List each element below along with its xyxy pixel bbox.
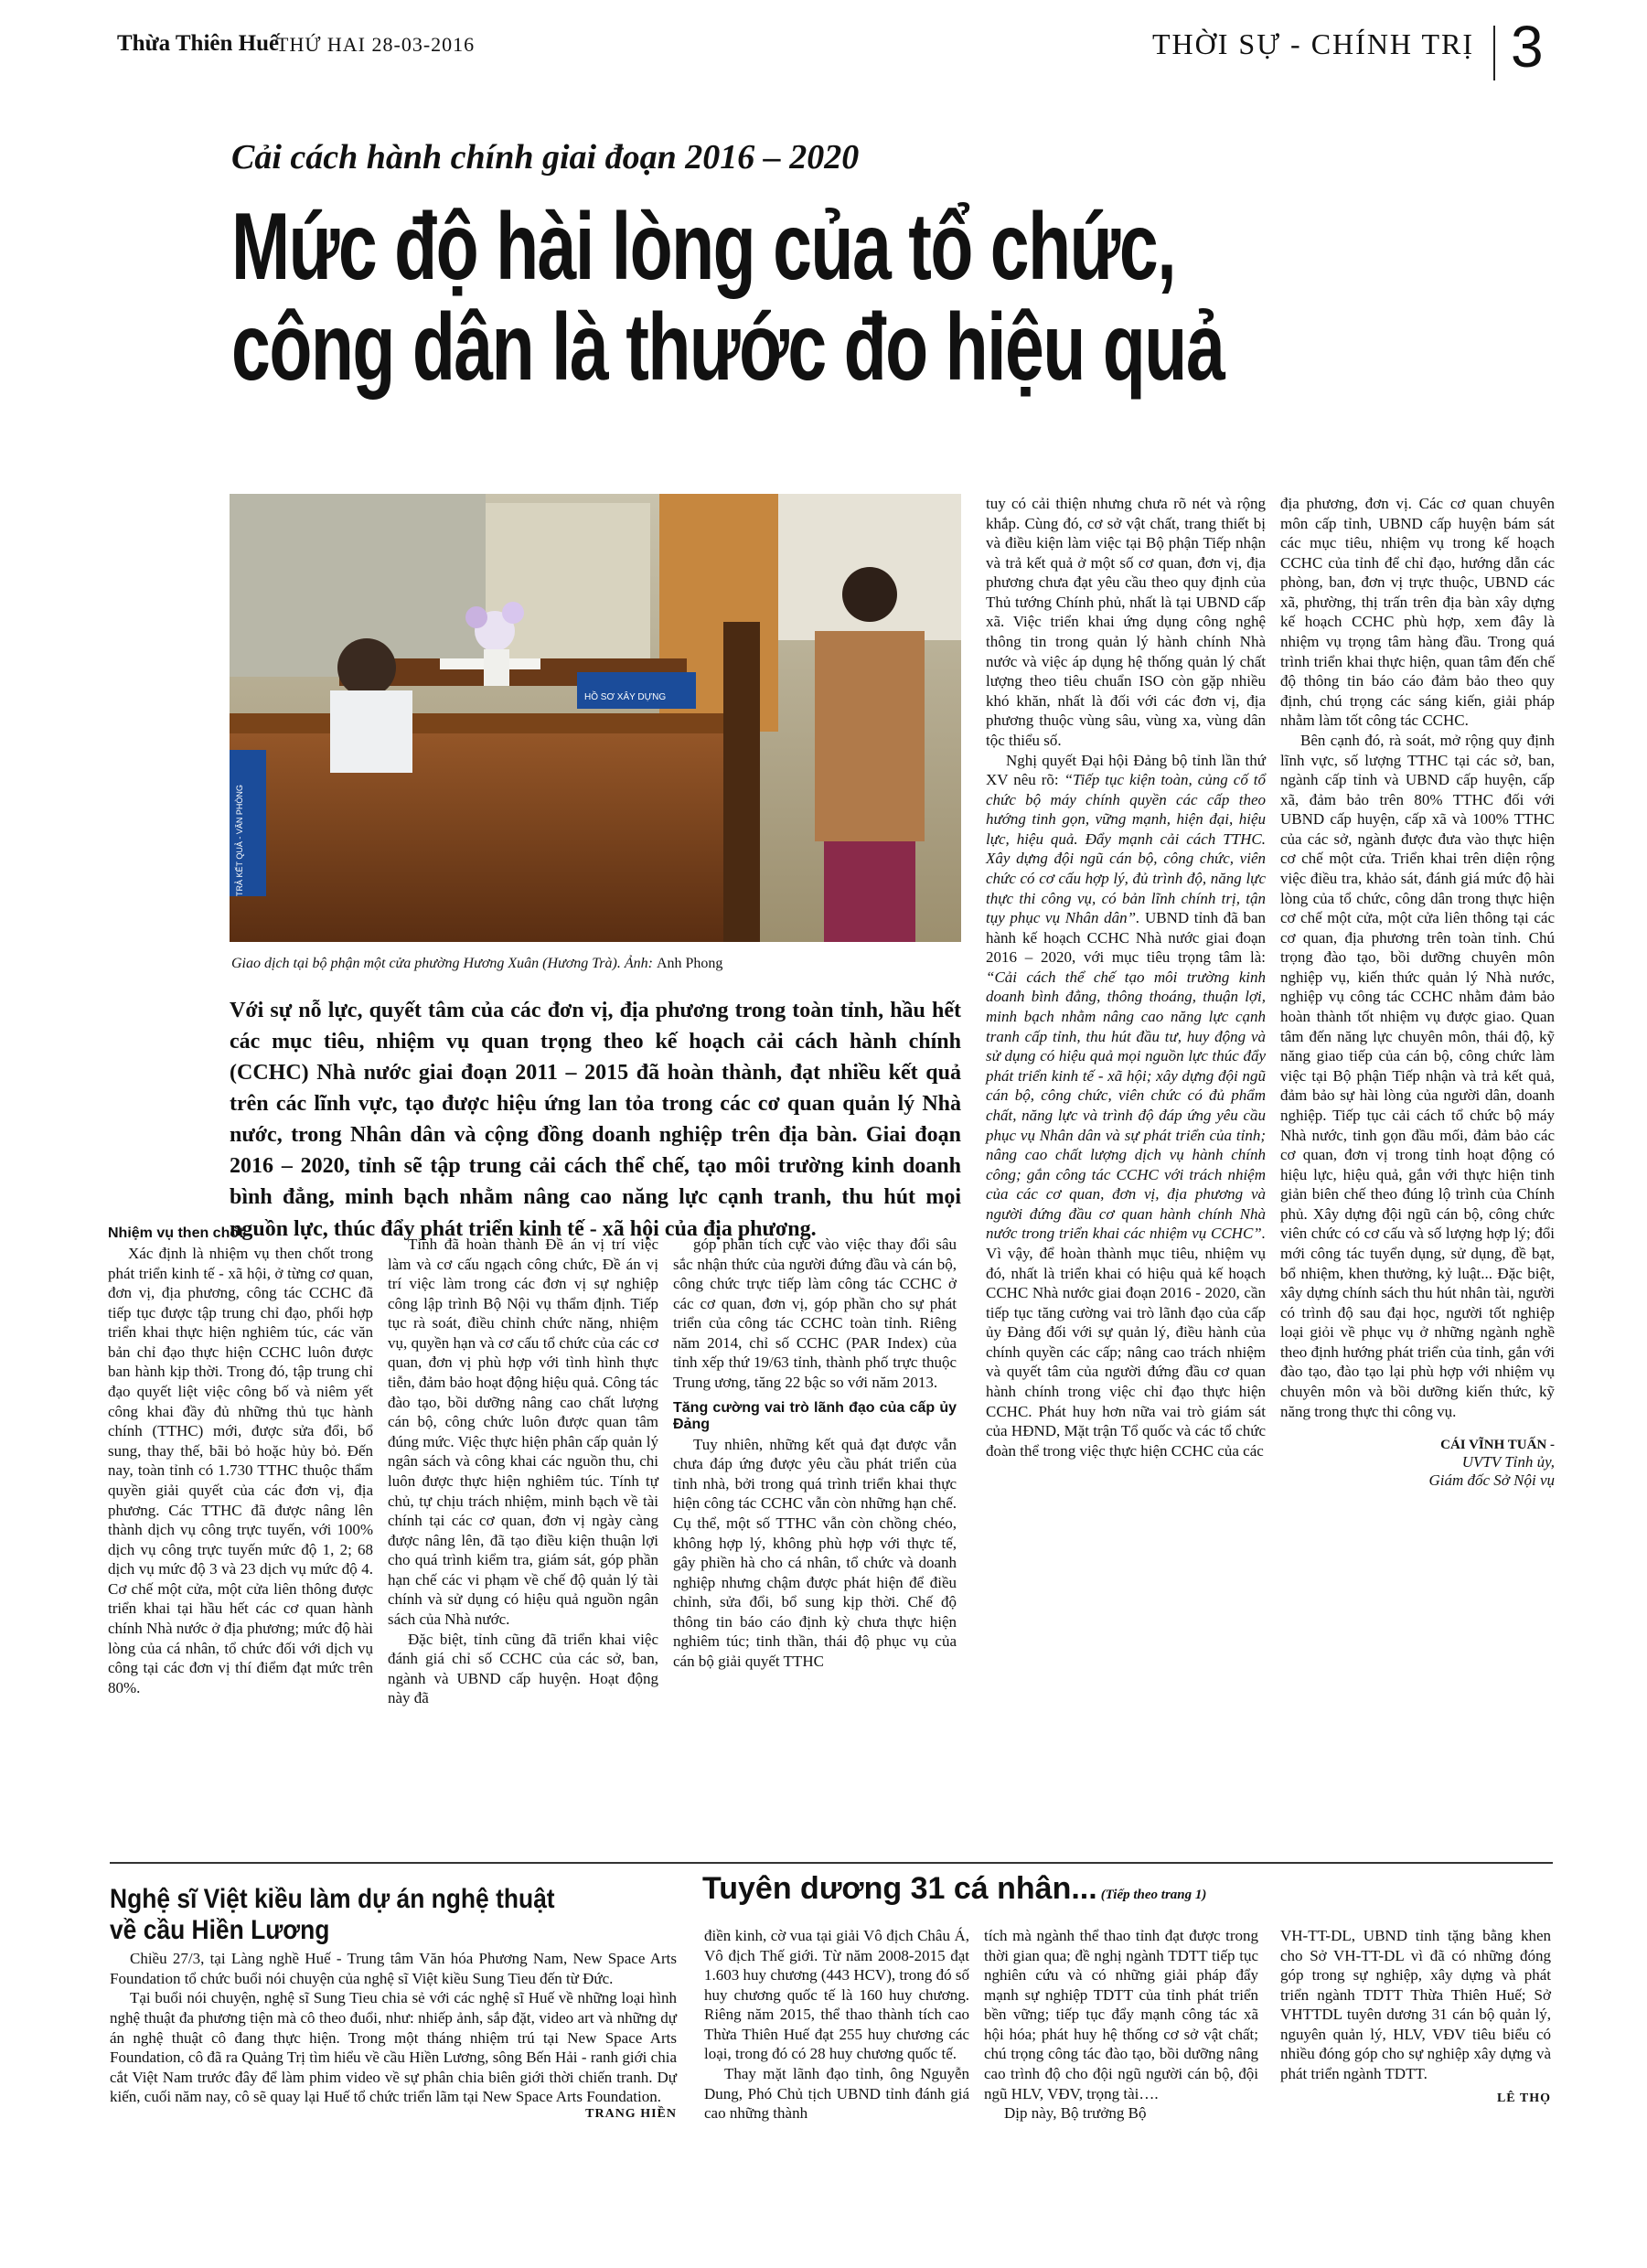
plan-intro: UBND tỉnh đã ban hành kế hoạch CCHC Nhà nước giai đoạn 2016 – 2020, với mục tiêu trọng tâm là: bbox=[986, 909, 1266, 967]
paragraph: VH-TT-DL, UBND tỉnh tặng bằng khen cho Sở VH-TT-DL vì đã có những đóng góp trong sự nghiệp, xây dựng và phát triển ngành TDTT Thừa Thiên Huế; Sở VHTTDL tuyên dương 31 cán bộ quản lý, nguyên quản lý, HLV, VĐV tiêu biểu có nhiều đóng góp cho sự nghiệp xây dựng và phát triển ngành TDTT. bbox=[1280, 1927, 1551, 2083]
story-artist bbox=[110, 1884, 677, 2122]
author-name: CÁI VĨNH TUẤN - bbox=[1440, 1438, 1555, 1453]
article-column-3 bbox=[673, 1235, 957, 1672]
story-artist-byline: TRANG HIỀN bbox=[585, 2106, 677, 2121]
paragraph: góp phần tích cực vào việc thay đổi sâu sắc nhận thức của người đứng đầu và cán bộ, công chức trực tiếp làm công tác CCHC ở các cơ quan, đơn vị, góp phần cho sự phát triển của công tác CCHC toàn tỉnh. Riêng năm 2014, chỉ số CCHC (PAR Index) của tỉnh xếp thứ 19/63 tỉnh, thành phố trực thuộc Trung ương, tăng 22 bậc so với năm 2013. bbox=[673, 1236, 957, 1392]
story-honors-column-1 bbox=[704, 1926, 969, 2124]
section-title: THỜI SỰ - CHÍNH TRỊ bbox=[1152, 27, 1474, 60]
article-kicker: Cải cách hành chính giai đoạn 2016 – 2020 bbox=[231, 138, 860, 177]
article-column-1 bbox=[108, 1225, 373, 1697]
author-role-2: Giám đốc Sở Nội vụ bbox=[1428, 1471, 1555, 1490]
photo-sign-left: TRẢ KẾT QUẢ - VĂN PHÒNG bbox=[235, 785, 244, 896]
newspaper-name: Thừa Thiên Huế bbox=[117, 31, 280, 56]
masthead-divider bbox=[1493, 26, 1495, 80]
paragraph: Tuy nhiên, những kết quả đạt được vẫn chưa đáp ứng được yêu cầu phát triển của tỉnh nhà, bởi trong quá trình triển khai thực hiện công tác CCHC vẫn còn những hạn chế. Cụ thể, một số TTHC vẫn còn chồng chéo, không hợp lý, không phù hợp với thực tế, gây phiền hà cho cá nhân, tổ chức và doanh nghiệp nhưng chậm được phát hiện để điều chỉnh, sửa đổi, bổ sung kịp thời. Chế độ thông tin báo cáo định kỳ chưa thực hiện nghiêm túc; tinh thần, thái độ phục vụ của cán bộ giải quyết TTHC bbox=[673, 1435, 957, 1670]
story-honors-byline: LÊ THỌ bbox=[1496, 2091, 1551, 2105]
paragraph-tail: Vì vậy, để hoàn thành mục tiêu, nhiệm vụ đó, nhất là triển khai có hiệu quả kế hoạch CCHC Nhà nước giai đoạn 2016 - 2020, cần tiếp tục tăng cường vai trò lãnh đạo của cấp ủy Đảng đối với sự quản lý, điều hành của chính quyền các cấp; nâng cao trách nhiệm và quyết tâm của người đứng đầu cơ quan hành chính trong việc chỉ đạo thực hiện CCHC. Phát huy hơn nữa vai trò giám sát của HĐND, Mặt trận Tổ quốc và các tổ chức đoàn thể trong việc thực hiện CCHC của các bbox=[986, 1244, 1266, 1460]
story-honors-headline: Tuyên dương 31 cá nhân... bbox=[702, 1871, 1097, 1906]
resolution-intro: Nghị quyết Đại hội Đảng bộ tỉnh lần thứ XV nêu rõ: bbox=[986, 751, 1266, 789]
headline-line-1: Nghệ sĩ Việt kiều làm dự án nghệ thuật bbox=[110, 1884, 555, 1914]
article-lead: Với sự nỗ lực, quyết tâm của các đơn vị, địa phương trong toàn tỉnh, hầu hết các mục tiêu, nhiệm vụ quan trọng theo kế hoạch cải cách hành chính (CCHC) Nhà nước giai đoạn 2011 – 2015 đã hoàn thành, đạt nhiều kết quả trên các lĩnh vực, tạo được hiệu ứng lan tỏa trong các cơ quan quản lý Nhà nước, trong Nhân dân và cộng đồng doanh nghiệp trên địa bàn. Giai đoạn 2016 – 2020, tỉnh sẽ tập trung cải cách thể chế, tạo môi trường kinh doanh bình đẳng, minh bạch nhằm nâng cao năng lực cạnh tranh, thu hút mọi nguồn lực, thúc đẩy phát triển kinh tế - xã hội của địa phương. bbox=[230, 999, 961, 1241]
paragraph: tuy có cải thiện nhưng chưa rõ nét và rộng khắp. Cùng đó, cơ sở vật chất, trang thiết bị và điều kiện làm việc tại Bộ phận Tiếp nhận và trả kết quả ở một số cơ quan, đơn vị, địa phương chưa đạt yêu cầu theo quy định của Thủ tướng Chính phủ, nhất là tại UBND cấp xã. Việc triển khai ứng dụng công nghệ thông tin trong quản lý hành chính Nhà nước và việc áp dụng hệ thống quản lý chất lượng theo tiêu chuẩn ISO còn gặp nhiều khó khăn, nhất là đối với các đơn vị, địa phương thuộc vùng sâu, vùng xa, vùng dân tộc thiểu số. bbox=[986, 495, 1266, 749]
headline-line-2: về cầu Hiền Lương bbox=[110, 1914, 330, 1945]
paragraph: Dịp này, Bộ trưởng Bộ bbox=[1004, 2104, 1147, 2123]
issue-date: THỨ HAI 28-03-2016 bbox=[276, 33, 476, 56]
story-honors-column-2 bbox=[984, 1926, 1258, 2124]
article-column-4 bbox=[986, 494, 1266, 1460]
photo-caption bbox=[231, 956, 963, 972]
subheading-party-leadership: Tăng cường vai trò lãnh đạo của cấp ủy Đảng bbox=[673, 1399, 957, 1432]
story-honors-column-3 bbox=[1280, 1926, 1551, 2106]
paragraph: địa phương, đơn vị. Các cơ quan chuyên môn cấp tỉnh, UBND cấp huyện bám sát các mục tiêu, nhiệm vụ trong kế hoạch CCHC của tỉnh để chỉ đạo, hướng dẫn các phòng, ban, đơn vị trực thuộc, UBND các xã, phường, thị trấn trên địa bàn xây dựng kế hoạch CCHC phù hợp, xem đây là nhiệm vụ trọng tâm hàng đầu. Trong quá trình triển khai thực hiện, quan tâm đến chế độ thông tin báo cáo đảm bảo theo quy định, chú trọng các sáng kiến, giải pháp nhằm làm tốt công tác CCHC. bbox=[1280, 495, 1555, 730]
continued-note: (Tiếp theo trang 1) bbox=[1100, 1888, 1207, 1902]
headline-line-1: Mức độ hài lòng của tổ chức, bbox=[231, 194, 1176, 300]
section-divider bbox=[110, 1862, 1553, 1864]
paragraph: Xác định là nhiệm vụ then chốt trong phát triển kinh tế - xã hội, ở từng cơ quan, đơn vị, địa phương, công tác CCHC đã tiếp tục được tập trung chỉ đạo, phối hợp triển khai thực hiện nghiêm túc, các văn bản chỉ đạo thực hiện CCHC luôn được ban hành kịp thời. Trong đó, tập trung chỉ đạo quyết liệt việc công bố và niêm yết công khai đầy đủ những thủ tục hành chính (TTHC) mới, được sửa đổi, bổ sung, thay thế, bãi bỏ hoặc hủy bỏ. Đến nay, toàn tỉnh có 1.730 TTHC thuộc thẩm quyền giải quyết của các đơn vị, địa phương. Các TTHC đã được nâng lên thành dịch vụ công trực tuyến, với 100% dịch vụ công trực tuyến mức độ 1, 2; 68 dịch vụ mức độ 3 và 23 dịch vụ mức độ 4. Cơ chế một cửa, một cửa liên thông được triển khai tại hầu hết các cơ quan hành chính Nhà nước ở địa phương; mức độ hài lòng của cá nhân, tổ chức đối với dịch vụ công tại các đơn vị thí điểm đạt mức trên 80%. bbox=[108, 1245, 373, 1696]
paragraph: Tỉnh đã hoàn thành Đề án vị trí việc làm và cơ cấu ngạch công chức, Đề án vị trí việc làm trong các đơn vị sự nghiệp công lập trình Bộ Nội vụ thẩm định. Tiếp tục rà soát, điều chỉnh chức năng, nhiệm vụ, quyền hạn và cơ cấu tổ chức của các cơ quan, đơn vị phù hợp với tình hình thực tiễn, đảm bảo hoạt động hiệu quả. Công tác đào tạo, bồi dưỡng nâng cao chất lượng cán bộ, công chức luôn được quan tâm đúng mức. Việc thực hiện phân cấp quản lý ngân sách và công khai các nguồn thu, chi luôn được thực hiện nghiêm túc. Tính tự chủ, tự chịu trách nhiệm, minh bạch về tài chính tại các cơ quan, đơn vị ngày càng được nâng lên, đã tạo điều kiện thuận lợi cho quá trình kiểm tra, giám sát, góp phần hạn chế các vi phạm về chế độ quản lý tài chính và sử dụng có hiệu quả nguồn ngân sách của Nhà nước. bbox=[388, 1236, 658, 1628]
paragraph: Tại buổi nói chuyện, nghệ sĩ Sung Tieu chia sẻ với các nghệ sĩ Huế về những loại hình nghệ thuật đa phương tiện mà cô theo đuổi, như: nhiếp ảnh, sắp đặt, video art và những dự án nghệ thuật cô đang thực hiện. Trong một tháng nhiệm trú tại New Space Arts Foundation, cô đã ra Quảng Trị tìm hiểu về cầu Hiền Lương, sông Bến Hải - ranh giới chia cắt Việt Nam trước đây để làm phim video về sự phân chia biên giới thời chiến tranh. Dự kiến, cuối năm nay, cô sẽ quay lại Huế tổ chức triển lãm tại New Space Arts Foundation. bbox=[110, 1989, 677, 2106]
article-photo bbox=[230, 494, 961, 942]
subheading-key-task: Nhiệm vụ then chốt bbox=[108, 1225, 244, 1241]
paragraph bbox=[986, 751, 1266, 1461]
paragraph: Bên cạnh đó, rà soát, mở rộng quy định lĩnh vực, số lượng TTHC tại các sở, ban, ngành cấp tỉnh và UBND cấp huyện, cấp xã, đảm bảo trên 80% TTHC đối với UBND cấp huyện, cấp xã và 100% TTHC của các sở, ngành được đưa vào thực hiện cơ chế một cửa. Triển khai trên diện rộng việc điều tra, khảo sát, đánh giá mức độ hài lòng của tổ chức, công dân trong thực hiện cơ chế một cửa, một cửa liên thông tại các cơ quan, địa phương trên toàn tỉnh. Chú trọng đào tạo, bồi dưỡng chuyên môn nghiệp vụ, kiến thức quản lý Nhà nước, nghiệp vụ công tác CCHC nhằm đảm bảo hoàn thành tốt nhiệm vụ được giao. Quan tâm đến năng lực chuyên môn, thái độ, kỹ năng giao tiếp của cán bộ, công chức làm việc tại Bộ phận Tiếp nhận và trả kết quả, đảm bảo sự hài lòng của người dân, doanh nghiệp. Tiếp tục cải cách tổ chức bộ máy Nhà nước, tinh gọn đầu mối, đảm bảo các cơ quan, đơn vị trong tỉnh hoạt động có hiệu lực, hiệu quả, gắn với thực hiện tinh giản biên chế theo đúng lộ trình của Chính phủ. Xây dựng đội ngũ cán bộ, công chức viên chức có cơ cấu và số lượng hợp lý; đổi mới công tác tuyển dụng, sử dụng, đề bạt, bổ nhiệm, khen thưởng, kỷ luật... Đặc biệt, xây dựng chính sách thu hút nhân tài, người có trình độ sau đại học, người tốt nghiệp loại giỏi về phục vụ ở những ngành nghề theo định hướng phát triển của tỉnh, gắn với đào tạo, đào tạo lại phù hợp với nhiệm vụ chuyên môn và bồi dưỡng kiến thức, kỹ năng trong thực thi công vụ. bbox=[1280, 731, 1555, 1420]
caption-text: Giao dịch tại bộ phận một cửa phường Hương Xuân (Hương Trà). Ảnh: bbox=[231, 956, 653, 971]
story-honors-header bbox=[702, 1871, 1562, 1907]
plan-quote: “Cải cách thể chế tạo môi trường kinh doanh bình đẳng, thông thoáng, thuận lợi, minh bạch nhằm nâng cao năng lực cạnh tranh cấp tỉnh, thu hút đầu tư, huy động và sử dụng có hiệu quả mọi nguồn lực thúc đẩy phát triển kinh tế - xã hội; xây dựng đội ngũ cán bộ, công chức, viên chức có đủ phẩm chất, năng lực và trình độ đáp ứng yêu cầu phục vụ Nhân dân và sự phát triển của tỉnh; nâng cao chất lượng dịch vụ hành chính công; gắn công tác CCHC với trách nhiệm của các cơ quan, đơn vị, địa phương và người đứng đầu cơ quan hành chính Nhà nước trong triển khai các nhiệm vụ CCHC”. bbox=[986, 968, 1266, 1243]
paragraph: Đặc biệt, tỉnh cũng đã triển khai việc đánh giá chỉ số CCHC của các sở, ban, ngành và UBND cấp huyện. Hoạt động này đã bbox=[388, 1630, 658, 1707]
article-headline bbox=[231, 194, 1225, 401]
article-column-2 bbox=[388, 1235, 658, 1708]
paragraph: điền kinh, cờ vua tại giải Vô địch Châu Á, Vô địch Thế giới. Từ năm 2008-2015 đạt 1.603 huy chương (443 HCV), trong đó số huy chương quốc tế là 160 huy chương. Riêng năm 2015, thể thao thành tích cao Thừa Thiên Huế đạt 255 huy chương các loại, trong đó có 28 huy chương quốc tế. bbox=[704, 1927, 969, 2063]
office-scene-image bbox=[230, 494, 961, 942]
paragraph: Thay mặt lãnh đạo tỉnh, ông Nguyễn Dung, Phó Chủ tịch UBND tỉnh đánh giá cao những thành bbox=[704, 2065, 969, 2123]
article-column-5 bbox=[1280, 494, 1555, 1490]
story-artist-body bbox=[110, 1949, 677, 2107]
story-artist-headline bbox=[110, 1884, 609, 1945]
caption-credit: Anh Phong bbox=[656, 956, 723, 971]
author-role-1: UVTV Tỉnh ủy, bbox=[1461, 1453, 1555, 1471]
photo-sign-top: HỒ SƠ XÂY DỰNG bbox=[584, 692, 667, 702]
paragraph: tích mà ngành thể thao tỉnh đạt được trong thời gian qua; đề nghị ngành TDTT tiếp tục nghiên cứu và có những giải pháp đẩy mạnh sự nghiệp TDTT của tỉnh phát triển bền vững; tiếp tục đẩy mạnh công tác xã hội hóa; phát huy hệ thống cơ sở vật chất; chú trọng công tác đào tạo, bồi dưỡng nâng cao trình độ cho đội ngũ người cán bộ, đội ngũ HLV, VĐV, trọng tài…. bbox=[984, 1927, 1258, 2102]
paragraph: Chiều 27/3, tại Làng nghề Huế - Trung tâm Văn hóa Phương Nam, New Space Arts Foundation tổ chức buổi nói chuyện của nghệ sĩ Việt kiều Sung Tieu đến từ Đức. bbox=[110, 1950, 677, 1987]
page-number: 3 bbox=[1511, 14, 1544, 80]
headline-line-2: công dân là thước đo hiệu quả bbox=[231, 294, 1225, 401]
resolution-quote: “Tiếp tục kiện toàn, củng cố tổ chức bộ máy chính quyền các cấp theo hướng tinh gọn, vững mạnh, hiện đại, hiệu lực, hiệu quả. Đẩy mạnh cải cách TTHC. Xây dựng đội ngũ cán bộ, công chức, viên chức có cơ cấu hợp lý, đủ trình độ, năng lực thực thi công vụ, có bản lĩnh chính trị, tận tụy phục vụ Nhân dân”. bbox=[986, 771, 1267, 927]
